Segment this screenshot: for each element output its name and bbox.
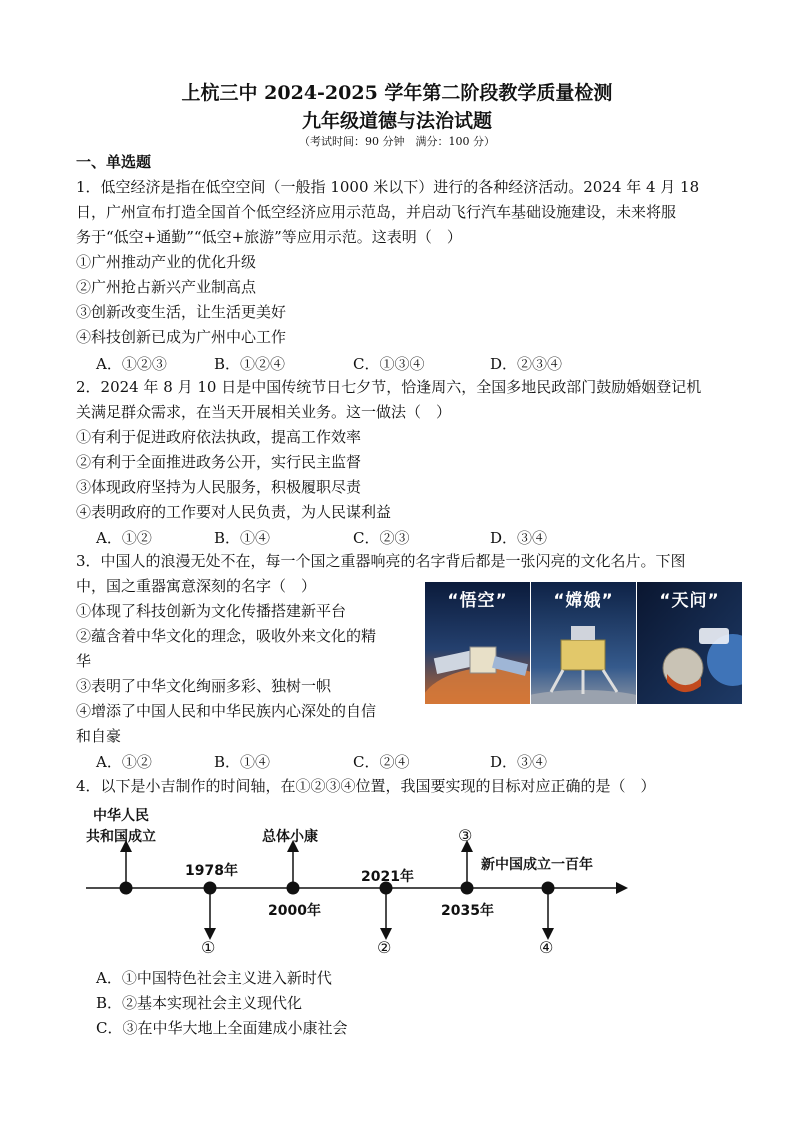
label-moderate: 总体小康 [262,829,318,845]
change-caption: “嫦娥” [553,591,614,611]
wukong-caption: “悟空” [447,591,508,611]
label-2035: 2035年 [441,903,494,919]
q3-item-4: ④增添了中国人民和中华民族内心深处的自信 [76,702,377,720]
label-1978: 1978年 [185,863,238,879]
q2-item-2: ②有利于全面推进政务公开，实行民主监督 [76,453,362,471]
q3-option-d[interactable]: D．③④ [490,753,548,771]
q2-item-1: ①有利于促进政府依法执政，提高工作效率 [76,428,362,446]
q3-option-c[interactable]: C．②④ [353,753,410,771]
q1-option-a[interactable]: A．①②③ [96,355,167,373]
q3-item-3: ③表明了中华文化绚丽多彩、独树一帜 [76,677,332,695]
node-2000 [287,882,300,895]
q3-item-2-cont: 华 [76,652,92,670]
q2-option-b[interactable]: B．①④ [214,529,271,547]
q3-item-4-cont: 和自豪 [76,727,122,745]
node-founding [120,882,133,895]
q3-stem-line1: 3．中国人的浪漫无处不在，每一个国之重器响亮的名字背后都是一张闪亮的文化名片。下图 [76,552,686,570]
q3-item-2: ②蕴含着中华文化的理念，吸收外来文化的精 [76,627,377,645]
exam-title: 上杭三中 2024-2025 学年第二阶段教学质量检测 [181,82,613,104]
label-founding-2: 共和国成立 [86,829,156,845]
section-heading: 一、单选题 [76,153,152,171]
label-2000: 2000年 [268,903,321,919]
q1-stem-line3: 务于“低空+通勤”“低空+旅游”等应用示范。这表明（ ） [76,228,462,246]
q1-stem-line2: 日，广州宣布打造全国首个低空经济应用示范岛，并启动飞行汽车基础设施建设，未来将服 [76,203,677,221]
q4-option-b[interactable]: B．②基本实现社会主义现代化 [96,994,303,1012]
label-centenary: 新中国成立一百年 [481,857,593,873]
q1-option-d[interactable]: D．②③④ [490,355,563,373]
q1-item-2: ②广州抢占新兴产业制高点 [76,278,257,296]
q4-stem: 4．以下是小吉制作的时间轴，在①②③④位置，我国要实现的目标对应正确的是（ ） [76,777,656,795]
node-1978 [204,882,217,895]
q3-option-b[interactable]: B．①④ [214,753,271,771]
q1-option-c[interactable]: C．①③④ [353,355,425,373]
q2-stem-line2: 关满足群众需求，在当天开展相关业务。这一做法（ ） [76,403,452,421]
marker-3: ③ [458,826,473,845]
q4-option-c[interactable]: C．③在中华大地上全面建成小康社会 [96,1019,348,1037]
q1-item-1: ①广州推动产业的优化升级 [76,253,257,271]
q2-item-4: ④表明政府的工作要对人民负责，为人民谋利益 [76,503,392,521]
q3-stem-line2: 中，国之重器寓意深刻的名字（ ） [76,577,317,595]
node-centenary [542,882,555,895]
label-founding-1: 中华人民 [93,808,149,824]
exam-info: （考试时间：90 分钟 满分：100 分） [299,135,495,148]
q3-item-1: ①体现了科技创新为文化传播搭建新平台 [76,602,347,620]
tianwen-caption: “天问” [659,591,720,611]
marker-2: ② [377,938,392,957]
marker-1: ① [201,938,216,957]
q2-option-c[interactable]: C．②③ [353,529,410,547]
q2-option-a[interactable]: A．①② [96,529,152,547]
exam-subject-title: 九年级道德与法治试题 [301,110,492,132]
marker-4: ④ [539,938,554,957]
q1-item-3: ③创新改变生活，让生活更美好 [76,303,287,321]
q1-item-4: ④科技创新已成为广州中心工作 [76,328,287,346]
q2-option-d[interactable]: D．③④ [490,529,548,547]
label-2021: 2021年 [361,869,414,885]
node-2035 [461,882,474,895]
q3-option-a[interactable]: A．①② [96,753,152,771]
q4-option-a[interactable]: A．①中国特色社会主义进入新时代 [96,969,332,987]
q2-item-3: ③体现政府坚持为人民服务，积极履职尽责 [76,478,362,496]
q1-stem-line1: 1．低空经济是指在低空空间（一般指 1000 米以下）进行的各种经济活动。2024 年 4 月 18 [76,178,700,196]
q2-stem-line1: 2．2024 年 8 月 10 日是中国传统节日七夕节，恰逢周六，全国多地民政部门鼓励婚姻登记机 [76,378,702,396]
q1-option-b[interactable]: B．①②④ [214,355,286,373]
